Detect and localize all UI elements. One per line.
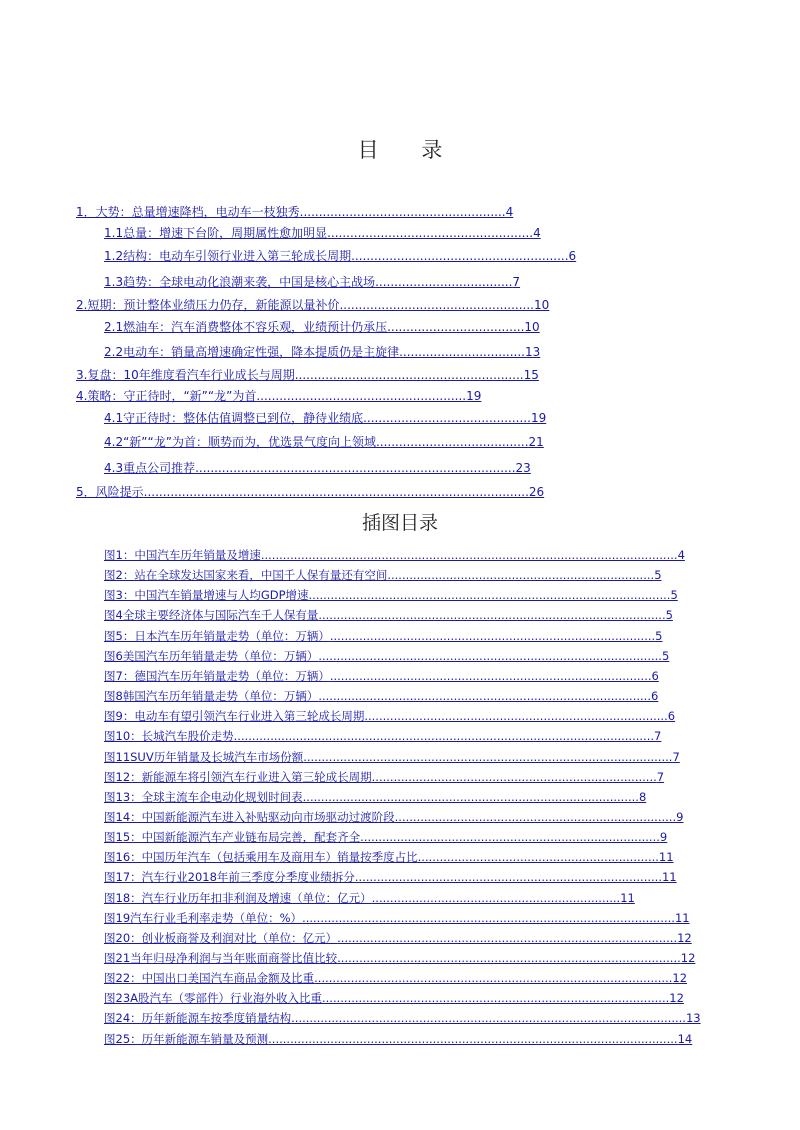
entry-label: 图8韩国汽车历年销量走势（单位：万辆） — [104, 689, 319, 703]
figure-entry[interactable] — [104, 548, 685, 562]
figure-entry[interactable] — [104, 790, 646, 804]
figure-entry[interactable] — [104, 850, 674, 864]
entry-label: 图14：中国新能源汽车进入补贴驱动向市场驱动过渡阶段 — [104, 810, 395, 824]
entry-label: 1.2结构：电动车引领行业进入第三轮成长周期 — [104, 249, 352, 263]
entry-label: 4.3重点公司推荐 — [104, 461, 196, 475]
page-number: 10 — [524, 320, 540, 334]
page-number: 7 — [654, 729, 662, 743]
figure-entry[interactable] — [104, 991, 684, 1005]
dot-leader: ............................................ — [363, 411, 531, 425]
entry-label: 图23A股汽车（零部件）行业海外收入比重 — [104, 991, 322, 1005]
page-number: 6 — [568, 249, 577, 263]
page-number: 23 — [515, 461, 531, 475]
page-number: 7 — [512, 275, 521, 289]
entry-label: 图1：中国汽车历年销量及增速 — [104, 548, 261, 562]
dot-leader: .................................................................... — [371, 891, 621, 905]
toc-entry[interactable] — [104, 249, 576, 263]
page-number: 12 — [677, 931, 692, 945]
entry-label: 图24：历年新能源车按季度销量结构 — [104, 1011, 292, 1025]
figure-entry[interactable] — [104, 891, 635, 905]
dot-leader: .................................................................................................. — [314, 971, 673, 985]
dot-leader: .................................... — [387, 320, 525, 334]
figure-entry[interactable] — [104, 971, 687, 985]
toc-entry[interactable] — [76, 298, 549, 312]
dot-leader: .............................................................................................. — [318, 649, 662, 663]
toc-entry[interactable] — [104, 226, 541, 240]
figure-entry[interactable] — [104, 649, 669, 663]
dot-leader: .............................................................................................. — [337, 951, 681, 965]
page-number: 13 — [524, 345, 541, 359]
page-number: 12 — [669, 991, 684, 1005]
figure-entry[interactable] — [104, 588, 678, 602]
page-number: 8 — [638, 790, 647, 804]
toc-entry[interactable] — [76, 485, 544, 499]
dot-leader: ....................................................... — [256, 389, 467, 403]
entry-label: 图3：中国汽车销量增速与人均GDP增速 — [104, 588, 309, 602]
page-number: 6 — [650, 689, 659, 703]
dot-leader: .................................................................. — [417, 850, 659, 864]
entry-label: 5．风险提示 — [76, 485, 144, 499]
entry-label: 图17：汽车行业2018年前三季度分季度业绩拆分 — [104, 870, 355, 884]
figure-entry[interactable] — [104, 870, 677, 884]
page-number: 26 — [528, 485, 545, 499]
dot-leader: ................................. — [399, 345, 525, 359]
entry-label: 图25：历年新能源车销量及预测 — [104, 1032, 269, 1046]
page-number: 15 — [523, 368, 539, 382]
figure-entry[interactable] — [104, 709, 675, 723]
figure-entry[interactable] — [104, 931, 692, 945]
page-number: 4 — [505, 205, 514, 219]
dot-leader: ................................................................................... — [364, 709, 668, 723]
figure-entry[interactable] — [104, 1032, 692, 1046]
entry-label: 2.短期：预计整体业绩压力仍存，新能源以量补价 — [76, 298, 340, 312]
dot-leader: ......................................................................................... — [329, 629, 656, 643]
figure-entry[interactable] — [104, 750, 680, 764]
entry-label: 图13：全球主流车企电动化规划时间表 — [104, 790, 303, 804]
entry-label: 图10：长城汽车股价走势 — [104, 729, 234, 743]
dot-leader: ............................................................................................ — [302, 790, 639, 804]
entry-label: 图6美国汽车历年销量走势（单位：万辆） — [104, 649, 319, 663]
toc-heading: 目 录 — [357, 138, 461, 162]
figure-entry[interactable] — [104, 608, 673, 622]
figures-heading: 插图目录 — [361, 512, 438, 534]
page-number: 5 — [654, 568, 662, 582]
page-number: 5 — [655, 629, 663, 643]
page-number: 12 — [680, 951, 696, 965]
dot-leader: .............................................................................. — [371, 770, 657, 784]
entry-label: 4.策略：守正待时，“新”“龙”为首 — [76, 389, 257, 403]
dot-leader: ......................................................... — [351, 249, 569, 263]
toc-entry[interactable] — [104, 411, 546, 425]
toc-entry[interactable] — [104, 345, 540, 359]
page-number: 6 — [651, 669, 659, 683]
figure-entry[interactable] — [104, 770, 664, 784]
page-number: 11 — [661, 870, 677, 884]
dot-leader: ............................................................................................... — [318, 608, 666, 622]
dot-leader: ............................................................ — [294, 368, 524, 382]
figure-entry[interactable] — [104, 729, 661, 743]
dot-leader: ................................................................................................................ — [268, 1032, 678, 1046]
figure-entry[interactable] — [104, 568, 662, 582]
entry-label: 图16：中国历年汽车（包括乘用车及商用车）销量按季度占比 — [104, 850, 418, 864]
dot-leader: ............................................................................. — [394, 810, 677, 824]
dot-leader: ........................................................................................... — [318, 689, 651, 703]
entry-label: 2.2电动车：销量高增速确定性强，降本提质仍是主旋律 — [104, 345, 400, 359]
toc-entry[interactable] — [76, 368, 539, 382]
entry-label: 1．大势：总量增速降档，电动车一枝独秀 — [76, 205, 300, 219]
dot-leader: .................................................................................................................. — [260, 548, 678, 562]
entry-label: 图19汽车行业毛利率走势（单位：%） — [104, 911, 303, 925]
dot-leader: ...................................................... — [299, 205, 506, 219]
entry-label: 图5：日本汽车历年销量走势（单位：万辆） — [104, 629, 330, 643]
entry-label: 图15：中国新能源汽车产业链布局完善，配套齐全 — [104, 830, 361, 844]
dot-leader: ................................................................................................................... — [233, 729, 655, 743]
dot-leader: ........................................ — [375, 435, 529, 449]
page-number: 11 — [620, 891, 635, 905]
entry-label: 图9：电动车有望引领汽车行业进入第三轮成长周期 — [104, 709, 365, 723]
entry-label: 1.3趋势：全球电动化浪潮来袭，中国是核心主战场 — [104, 275, 376, 289]
dot-leader: ................................................................................................... — [308, 588, 671, 602]
figure-entry[interactable] — [104, 689, 658, 703]
dot-leader: ........................................................................................ — [329, 669, 652, 683]
page-number: 4 — [677, 548, 685, 562]
toc-entry[interactable] — [104, 461, 531, 475]
entry-label: 图21当年归母净利润与当年账面商誉比值比较 — [104, 951, 338, 965]
entry-label: 图7：德国汽车历年销量走势（单位：万辆） — [104, 669, 330, 683]
entry-label: 图18：汽车行业历年扣非利润及增速（单位：亿元） — [104, 891, 372, 905]
page-number: 5 — [665, 608, 673, 622]
dot-leader: .................................... — [375, 275, 513, 289]
figure-entry[interactable] — [104, 669, 659, 683]
page-number: 11 — [674, 911, 690, 925]
entry-label: 1.1总量：增速下台阶，周期属性愈加明显 — [104, 226, 328, 240]
dot-leader: ..................................................................................................... — [143, 485, 529, 499]
page-number: 19 — [466, 389, 482, 403]
page-number: 14 — [677, 1032, 693, 1046]
figure-entry[interactable] — [104, 1011, 701, 1025]
page-number: 19 — [530, 411, 547, 425]
figure-entry[interactable] — [104, 951, 695, 965]
entry-label: 图2：站在全球发达国家来看，中国千人保有量还有空间 — [104, 568, 388, 582]
page-number: 6 — [667, 709, 676, 723]
dot-leader: .................................................................................... — [195, 461, 516, 475]
dot-leader: ......................................................................... — [387, 568, 655, 582]
page-number: 12 — [672, 971, 688, 985]
toc-entry[interactable] — [104, 275, 520, 289]
figure-entry[interactable] — [104, 911, 690, 925]
dot-leader: ..................................................................................................... — [303, 750, 673, 764]
figure-entry[interactable] — [104, 830, 667, 844]
dot-leader: .................................................................................. — [360, 830, 660, 844]
dot-leader: ...................................................................................................... — [302, 911, 675, 925]
entry-label: 2.1燃油车：汽车消费整体不容乐观，业绩预计仍承压 — [104, 320, 388, 334]
entry-label: 图22：中国出口美国汽车商品金额及比重 — [104, 971, 315, 985]
page-number: 4 — [533, 226, 541, 240]
page-number: 9 — [676, 810, 684, 824]
page-number: 5 — [670, 588, 678, 602]
page-number: 9 — [659, 830, 668, 844]
toc-entry[interactable] — [104, 320, 540, 334]
page-number: 7 — [672, 750, 680, 764]
entry-label: 4.1守正待时：整体估值调整已到位，静待业绩底 — [104, 411, 364, 425]
entry-label: 4.2“新”“龙”为首：顺势而为，优选景气度向上领域 — [104, 435, 376, 449]
page-number: 10 — [534, 298, 550, 312]
toc-entry[interactable] — [76, 205, 513, 219]
toc-entry[interactable] — [76, 389, 481, 403]
dot-leader: ...................................................... — [327, 226, 534, 240]
toc-entry[interactable] — [104, 435, 544, 449]
page-number: 7 — [656, 770, 665, 784]
figure-entry[interactable] — [104, 629, 663, 643]
entry-label: 图4全球主要经济体与国际汽车千人保有量 — [104, 608, 319, 622]
dot-leader: ............................................................................................................ — [291, 1011, 686, 1025]
dot-leader: .................................................................................... — [354, 870, 662, 884]
dot-leader: ................................................... — [339, 298, 534, 312]
page-number: 13 — [685, 1011, 701, 1025]
figure-entry[interactable] — [104, 810, 683, 824]
dot-leader: ............................................................................................. — [337, 931, 678, 945]
page-number: 11 — [658, 850, 674, 864]
entry-label: 图12：新能源车将引领汽车行业进入第三轮成长周期 — [104, 770, 372, 784]
entry-label: 图11SUV历年销量及长城汽车市场份额 — [104, 750, 304, 764]
entry-label: 图20：创业板商誉及利润对比（单位：亿元） — [104, 931, 338, 945]
entry-label: 3.复盘：10年维度看汽车行业成长与周期 — [76, 368, 295, 382]
dot-leader: ............................................................................................... — [322, 991, 670, 1005]
page-number: 21 — [528, 435, 544, 449]
page-number: 5 — [661, 649, 670, 663]
